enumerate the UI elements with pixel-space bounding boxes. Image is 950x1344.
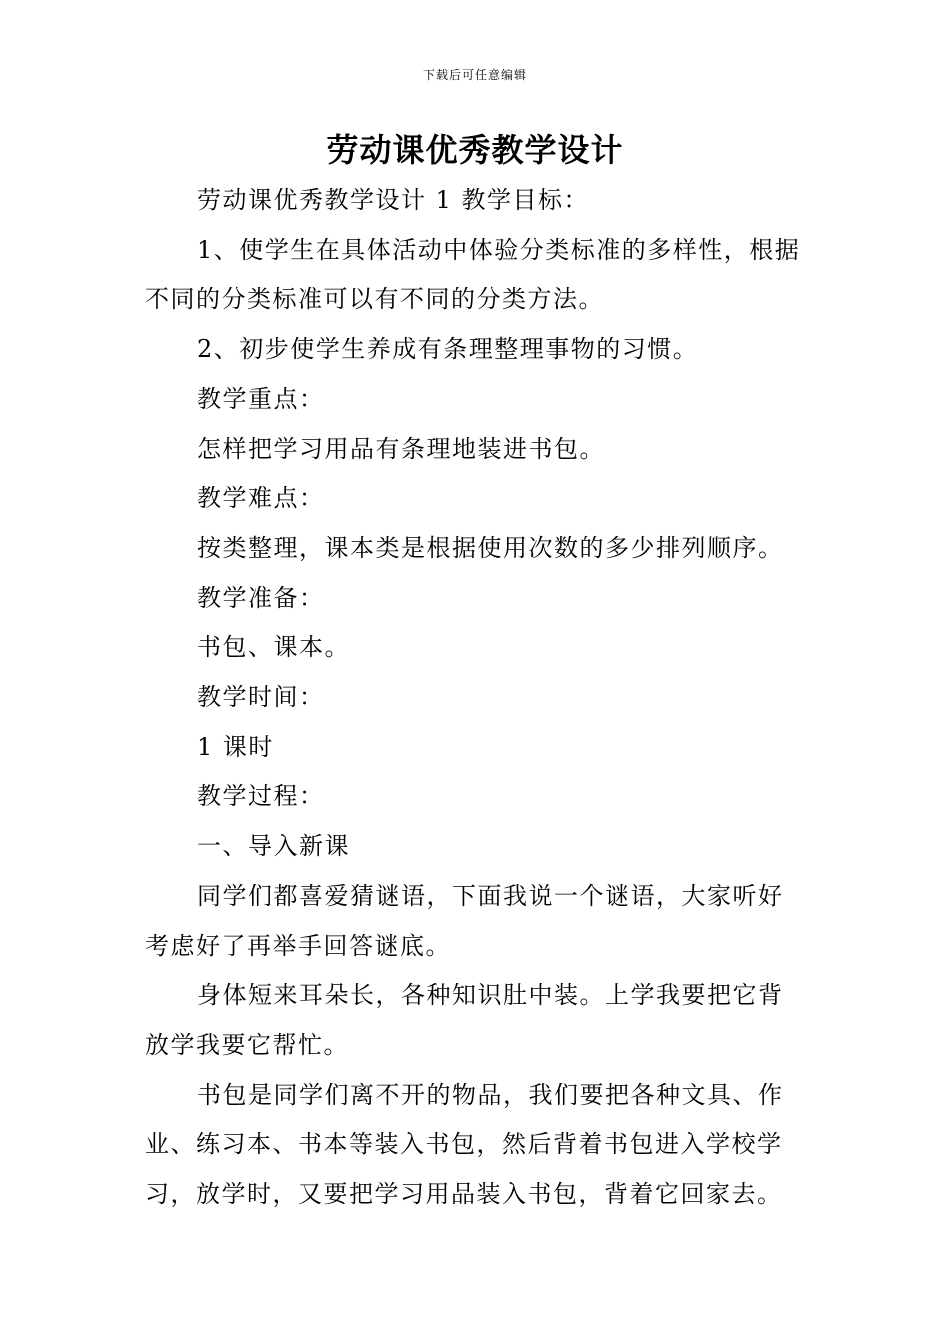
paragraph: 2、初步使学生养成有条理整理事物的习惯。 [197,335,699,364]
paragraph: 书包、课本。 [197,633,350,662]
paragraph: 教学过程： [197,782,325,811]
paragraph: 劳动课优秀教学设计 1 教学目标： [197,186,590,214]
paragraph: 按类整理，课本类是根据使用次数的多少排列顺序。 [197,533,784,562]
paragraph: 身体短来耳朵长，各种知识肚中装。上学我要把它背放学我要它帮忙。 [145,981,784,1059]
paragraph: 教学时间： [197,683,325,712]
paragraph: 教学难点： [197,484,325,513]
paragraph: 教学准备： [197,583,325,612]
paragraph: 教学重点： [197,384,325,413]
paragraph: 同学们都喜爱猜谜语，下面我说一个谜语，大家听好考虑好了再举手回答谜底。 [145,881,784,960]
header-note: 下载后可任意编辑 [422,68,527,82]
document-body [145,176,805,1220]
paragraph: 1、使学生在具体活动中体验分类标准的多样性，根据不同的分类标准可以有不同的分类方法。 [145,235,801,314]
paragraph: 怎样把学习用品有条理地装进书包。 [197,434,605,463]
paragraph: 书包是同学们离不开的物品，我们要把各种文具、作业、练习本、书本等装入书包，然后背着书包进入学校学习，放学时，又要把学习用品装入书包，背着它回家去。 [145,1080,784,1209]
page-title: 劳动课优秀教学设计 [326,131,624,169]
paragraph: 一、导入新课 [197,832,350,861]
paragraph: 1 课时 [197,732,274,761]
